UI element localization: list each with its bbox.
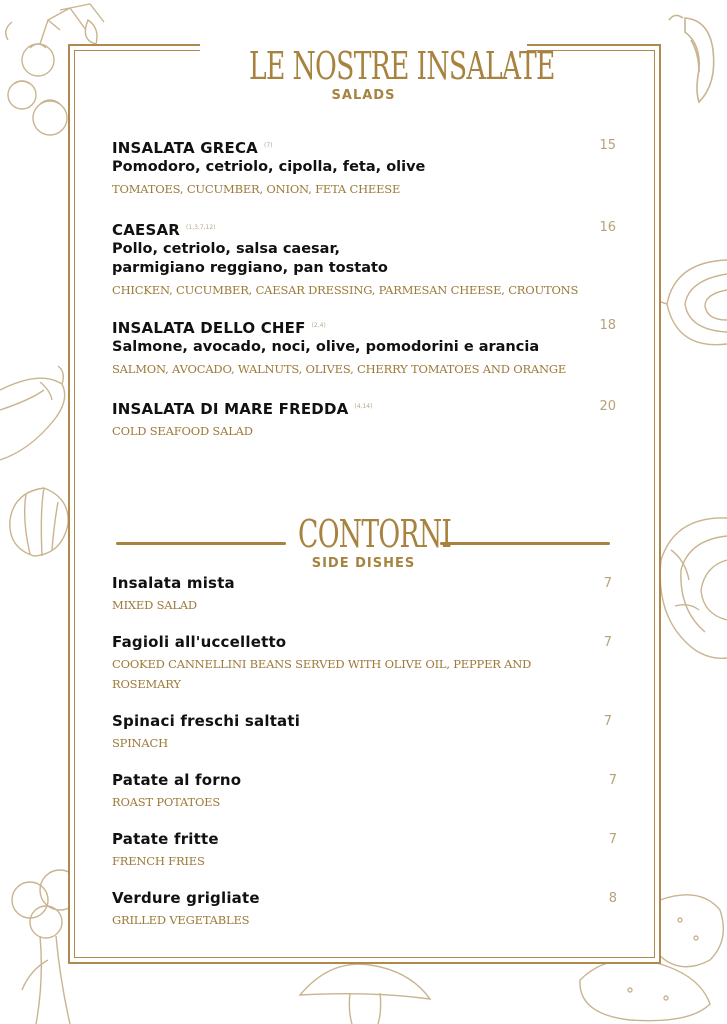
item-price: 16 xyxy=(599,220,616,235)
divider-left xyxy=(116,542,286,545)
item-name: Fagioli all'uccelletto xyxy=(112,633,287,651)
menu-item xyxy=(112,316,616,379)
item-name: CAESAR $^{(1,3,7,12)}$ xyxy=(112,221,216,239)
salads-heading xyxy=(200,44,555,116)
menu-item xyxy=(112,574,612,615)
menu-item xyxy=(112,397,616,441)
menu-item xyxy=(112,712,612,753)
item-english: COLD SEAFOOD SALAD xyxy=(112,424,253,438)
allergen-codes: (1,3,7,12) xyxy=(186,224,216,231)
item-price: 7 xyxy=(603,635,612,650)
item-english: SALMON, AVOCADO, WALNUTS, OLIVES, CHERRY TOMATOES AND ORANGE xyxy=(112,362,567,376)
item-name: Patate fritte xyxy=(112,830,219,848)
item-price: 15 xyxy=(599,138,616,153)
allergen-codes: (4,14) xyxy=(354,403,373,410)
item-price: 7 xyxy=(603,576,612,591)
menu-item xyxy=(112,771,617,812)
item-price: 20 xyxy=(599,399,616,414)
menu-item xyxy=(112,889,617,930)
item-english: ROAST POTATOES xyxy=(112,795,221,809)
item-english: SPINACH xyxy=(112,736,168,750)
item-english: TOMATOES, CUCUMBER, ONION, FETA CHEESE xyxy=(112,182,401,196)
garlic-sketch-icon xyxy=(0,480,72,570)
contorni-title: CONTORNI xyxy=(298,512,452,556)
menu-item xyxy=(112,830,617,871)
onion-sketch-icon xyxy=(655,240,727,360)
menu-item xyxy=(112,218,616,300)
salads-subtitle: SALADS xyxy=(331,88,396,103)
item-description: Pomodoro, cetriolo, cipolla, feta, olive xyxy=(112,159,426,175)
item-description: Salmone, avocado, noci, olive, pomodorini e arancia xyxy=(112,339,540,355)
item-english: CHICKEN, CUCUMBER, CAESAR DRESSING, PARMESAN CHEESE, CROUTONS xyxy=(112,283,579,297)
item-name: Verdure grigliate xyxy=(112,889,260,907)
item-price: 7 xyxy=(608,832,617,847)
contorni-subtitle: SIDE DISHES xyxy=(311,556,416,571)
item-price: 8 xyxy=(608,891,617,906)
item-name: Spinaci freschi saltati xyxy=(112,712,301,730)
mushroom-sketch-icon xyxy=(290,955,440,1024)
item-name: INSALATA DELLO CHEF $^{(2,4)}$ xyxy=(112,319,326,337)
chili-pepper-sketch-icon xyxy=(655,10,727,110)
item-english: COOKED CANNELLINI BEANS SERVED WITH OLIVE OIL, PEPPER AND ROSEMARY xyxy=(112,657,532,691)
item-english: FRENCH FRIES xyxy=(112,854,205,868)
item-price: 7 xyxy=(608,773,617,788)
item-description: Pollo, cetriolo, salsa caesar, parmigiano reggiano, pan tostato xyxy=(112,241,388,276)
item-price: 18 xyxy=(599,318,616,333)
allergen-codes: (7) xyxy=(263,142,273,149)
salads-title: LE NOSTRE INSALATE xyxy=(249,44,555,88)
cabbage-sketch-icon xyxy=(655,510,727,670)
contorni-heading xyxy=(270,512,457,572)
eggplant-sketch-icon xyxy=(0,360,72,480)
item-english: MIXED SALAD xyxy=(112,598,197,612)
item-name: Patate al forno xyxy=(112,771,242,789)
item-name: INSALATA GRECA $^{(7)}$ xyxy=(112,139,273,157)
menu-item xyxy=(112,633,612,694)
item-english: GRILLED VEGETABLES xyxy=(112,913,250,927)
item-name: Insalata mista xyxy=(112,574,235,592)
divider-right xyxy=(440,542,610,545)
allergen-codes: (2,4) xyxy=(311,322,326,329)
item-price: 7 xyxy=(603,714,612,729)
item-name: INSALATA DI MARE FREDDA $^{(4,14)}$ xyxy=(112,400,373,418)
menu-item xyxy=(112,136,616,199)
